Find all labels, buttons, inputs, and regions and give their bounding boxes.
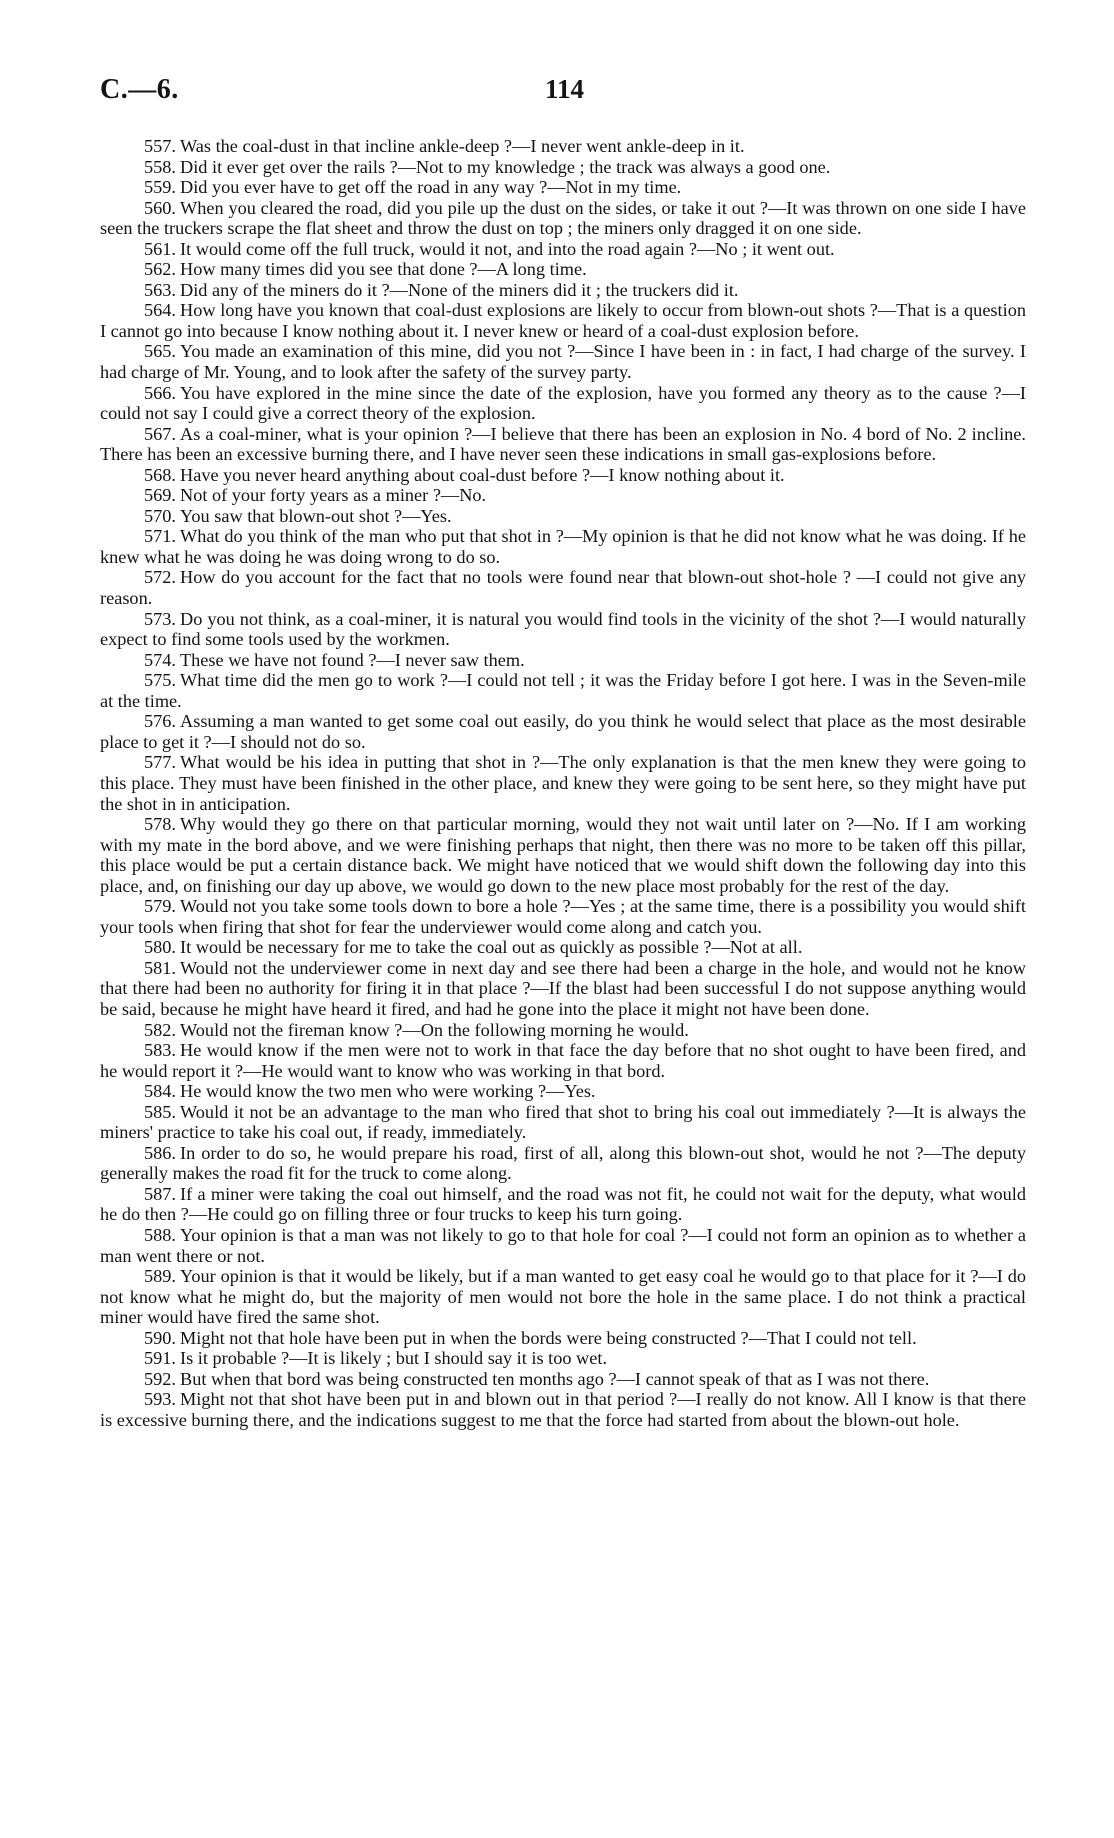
question-number: 587. (144, 1183, 176, 1204)
question-number: 565. (144, 341, 176, 362)
question-text: He would know the two men who were working ?—Yes. (180, 1081, 596, 1102)
question-text: Your opinion is that a man was not likely to go to that hole for coal ?—I could not form an opinion as to whether a man went there or not. (100, 1224, 1026, 1266)
question-text: In order to do so, he would prepare his road, first of all, along this blown-out shot, would he not ?—The deputy generally makes the road fit for the truck to come along. (100, 1142, 1026, 1184)
testimony-body (100, 136, 1026, 1430)
question-number: 592. (144, 1368, 176, 1389)
question-number: 559. (144, 177, 176, 198)
question-text: But when that bord was being constructed ten months ago ?—I cannot speak of that as I was not there. (180, 1368, 930, 1389)
question-590 (100, 1328, 1026, 1349)
question-582 (100, 1020, 1026, 1041)
question-text: How many times did you see that done ?—A long time. (180, 259, 587, 280)
question-number: 581. (144, 957, 176, 978)
question-565 (100, 341, 1026, 382)
question-559 (100, 177, 1026, 198)
question-number: 577. (144, 752, 176, 773)
question-text: He would know if the men were not to work in that face the day before that no shot ought to have been fired, and he would report it ?—He would want to know who was working in that bord. (100, 1040, 1026, 1081)
question-number: 591. (144, 1348, 176, 1369)
question-number: 561. (144, 238, 176, 259)
question-number: 560. (144, 197, 176, 218)
question-number: 574. (144, 649, 176, 670)
question-text: You made an examination of this mine, did you not ?—Since I have been in : in fact, I had charge of the survey. I had charge of Mr. Young, and to look after the safety of the survey party. (100, 341, 1026, 383)
question-number: 584. (144, 1081, 176, 1102)
question-571 (100, 526, 1026, 567)
question-577 (100, 752, 1026, 814)
page-header (100, 74, 1040, 114)
question-text: Your opinion is that it would be likely, but if a man wanted to get easy coal he would go to that place for it ?—I do not know what he might do, but the majority of men would not bore the hole in the same place. I do not think a practical miner would have fired the same shot. (100, 1266, 1026, 1328)
question-number: 573. (144, 608, 176, 629)
question-text: What would be his idea in putting that shot in ?—The only explanation is that the men knew they were going to this place. They must have been finished in the other place, and knew they were going to be sent here, so they might have put the shot in in anticipation. (100, 752, 1026, 814)
question-text: Would not you take some tools down to bore a hole ?—Yes ; at the same time, there is a possibility you would shift your tools when firing that shot for fear the underviewer would come along and catch you. (100, 896, 1026, 937)
question-584 (100, 1081, 1026, 1102)
question-number: 586. (144, 1142, 176, 1163)
question-number: 557. (144, 136, 176, 156)
question-text: Have you never heard anything about coal-dust before ?—I know nothing about it. (180, 464, 785, 485)
question-number: 582. (144, 1019, 176, 1040)
question-number: 570. (144, 505, 176, 526)
question-text: What do you think of the man who put that shot in ?—My opinion is that he did not know what he was doing. If he knew what he was doing he was doing wrong to do so. (100, 526, 1026, 567)
question-576 (100, 711, 1026, 752)
question-number: 593. (144, 1389, 176, 1410)
question-574 (100, 650, 1026, 671)
question-593 (100, 1389, 1026, 1430)
question-text: How do you account for the fact that no tools were found near that blown-out shot-hole ? —I could not give any reason. (100, 567, 1026, 609)
question-number: 562. (144, 259, 176, 280)
question-text: As a coal-miner, what is your opinion ?—I believe that there has been an explosion in No. 4 bord of No. 2 incline. There has been an excessive burning there, and I have never seen these indications in small gas-explosions before. (100, 423, 1026, 465)
question-583 (100, 1040, 1026, 1081)
question-579 (100, 896, 1026, 937)
question-560 (100, 198, 1026, 239)
question-567 (100, 424, 1026, 465)
question-text: Would not the underviewer come in next day and see there had been a charge in the hole, and would not he know that there had been no authority for firing it in that place ?—If the blast had been successful I do not suppose anything would be said, because he might have heard it fired, and had he gone into the place it might not have been done. (100, 957, 1026, 1019)
question-585 (100, 1102, 1026, 1143)
question-586 (100, 1143, 1026, 1184)
question-text: You saw that blown-out shot ?—Yes. (180, 505, 452, 526)
question-564 (100, 300, 1026, 341)
question-578 (100, 814, 1026, 896)
question-text: Assuming a man wanted to get some coal out easily, do you think he would select that place as the most desirable place to get it ?—I should not do so. (100, 711, 1026, 752)
page-number: 114 (545, 74, 585, 104)
question-591 (100, 1348, 1026, 1369)
question-569 (100, 485, 1026, 506)
question-592 (100, 1369, 1026, 1390)
question-number: 564. (144, 300, 176, 321)
question-text: Might not that hole have been put in when the bords were being constructed ?—That I could not tell. (180, 1327, 917, 1348)
question-number: 583. (144, 1040, 176, 1061)
question-number: 569. (144, 485, 176, 506)
question-text: It would come off the full truck, would it not, and into the road again ?—No ; it went out. (180, 238, 835, 259)
question-number: 575. (144, 670, 176, 691)
question-text: What time did the men go to work ?—I could not tell ; it was the Friday before I got here. I was in the Seven-mile at the time. (100, 670, 1026, 711)
question-number: 588. (144, 1224, 176, 1245)
question-number: 585. (144, 1101, 176, 1122)
question-number: 558. (144, 156, 176, 177)
question-568 (100, 465, 1026, 486)
question-text: Did you ever have to get off the road in any way ?—Not in my time. (180, 177, 682, 198)
question-number: 579. (144, 896, 176, 917)
question-number: 571. (144, 526, 176, 547)
question-number: 589. (144, 1266, 176, 1287)
question-text: Do you not think, as a coal-miner, it is natural you would find tools in the vicinity of the shot ?—I would naturally expect to find some tools used by the workmen. (100, 608, 1026, 650)
question-text: Is it probable ?—It is likely ; but I should say it is too wet. (180, 1348, 608, 1369)
question-589 (100, 1266, 1026, 1328)
question-text: If a miner were taking the coal out himself, and the road was not fit, he could not wait for the deputy, what would he do then ?—He could go on filling three or four trucks to keep his turn going. (100, 1183, 1026, 1225)
question-text: It would be necessary for me to take the coal out as quickly as possible ?—Not at all. (180, 937, 803, 958)
question-text: Might not that shot have been put in and blown out in that period ?—I really do not know. All I know is that there is excessive burning there, and the indications suggest to me that the force had started from about the blown-out hole. (100, 1389, 1026, 1430)
question-text: Would not the fireman know ?—On the following morning he would. (180, 1019, 689, 1040)
question-number: 578. (144, 814, 176, 835)
question-number: 572. (144, 567, 176, 588)
question-number: 576. (144, 711, 176, 732)
question-text: Would it not be an advantage to the man who fired that shot to bring his coal out immediately ?—It is always the miners' practice to take his coal out, if ready, immediately. (100, 1101, 1026, 1143)
question-570 (100, 506, 1026, 527)
question-558 (100, 157, 1026, 178)
question-text: When you cleared the road, did you pile up the dust on the sides, or take it out ?—It was thrown on one side I have seen the truckers scrape the flat sheet and throw the dust on top ; the miners only dragged it on one side. (100, 197, 1026, 239)
question-number: 590. (144, 1327, 176, 1348)
question-575 (100, 670, 1026, 711)
question-572 (100, 567, 1026, 608)
question-number: 568. (144, 464, 176, 485)
question-text: Not of your forty years as a miner ?—No. (180, 485, 487, 506)
question-563 (100, 280, 1026, 301)
question-text: You have explored in the mine since the date of the explosion, have you formed any theory as to the cause ?—I could not say I could give a correct theory of the explosion. (100, 382, 1026, 424)
question-588 (100, 1225, 1026, 1266)
question-561 (100, 239, 1026, 260)
question-number: 567. (144, 423, 176, 444)
question-566 (100, 383, 1026, 424)
question-text: How long have you known that coal-dust explosions are likely to occur from blown-out shots ?—That is a question I cannot go into because I know nothing about it. I never knew or heard of a coal-dust explosion before. (100, 300, 1026, 341)
question-562 (100, 259, 1026, 280)
question-number: 563. (144, 279, 176, 300)
question-text: Did it ever get over the rails ?—Not to my knowledge ; the track was always a good one. (180, 156, 831, 177)
document-code: C.—6. (100, 74, 179, 105)
question-581 (100, 958, 1026, 1020)
question-587 (100, 1184, 1026, 1225)
question-text: Did any of the miners do it ?—None of the miners did it ; the truckers did it. (180, 279, 739, 300)
question-number: 566. (144, 382, 176, 403)
question-580 (100, 937, 1026, 958)
question-text: Was the coal-dust in that incline ankle-deep ?—I never went ankle-deep in it. (180, 136, 745, 156)
question-557 (100, 136, 1026, 157)
question-573 (100, 609, 1026, 650)
question-number: 580. (144, 937, 176, 958)
question-text: These we have not found ?—I never saw them. (180, 649, 525, 670)
question-text: Why would they go there on that particular morning, would they not wait until later on ?—No. If I am working with my mate in the bord above, and we were finishing perhaps that night, then there was no more to be taken off this pillar, this place would be put a certain distance back. We might have noticed that we would shift down the following day into this place, and, on finishing our day up above, we would go down to the new place most probably for the rest of the day. (100, 814, 1026, 896)
